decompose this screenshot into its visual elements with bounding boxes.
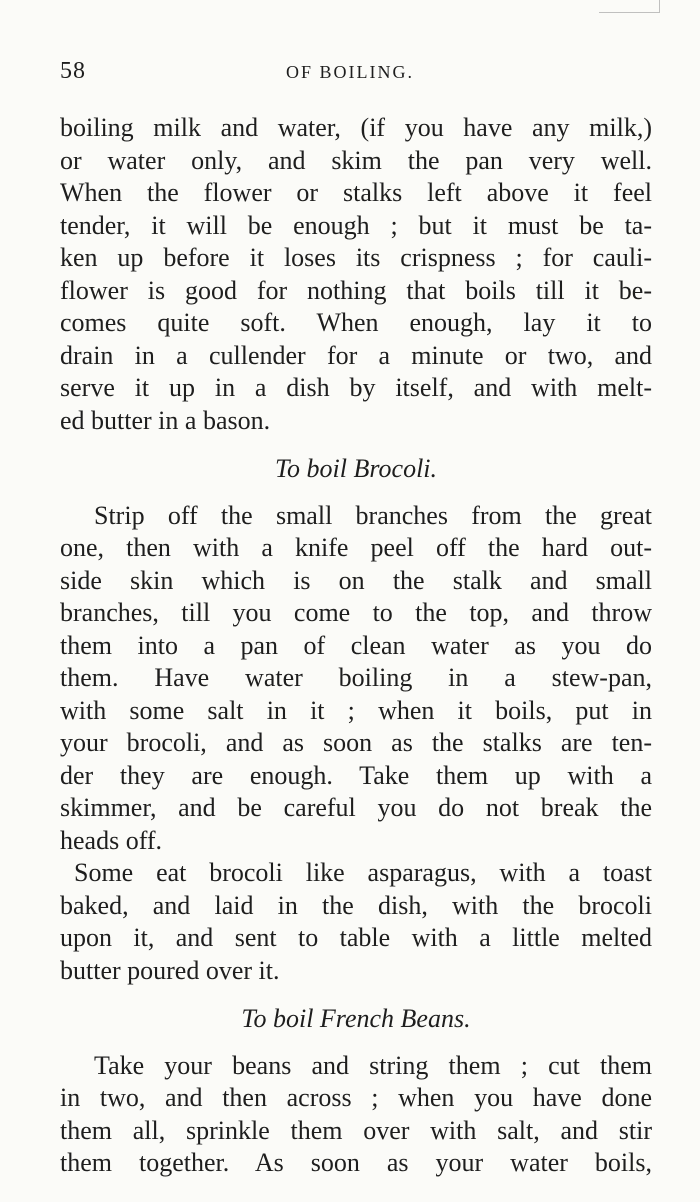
section-title-french-beans: To boil French Beans. <box>241 1004 471 1033</box>
paragraph-french-beans-1 <box>60 1050 652 1180</box>
section-title-brocoli: To boil Brocoli. <box>274 454 438 483</box>
text-line: or water only, and skim the pan very well. <box>60 145 652 175</box>
text-line: serve it up in a dish by itself, and with melt- <box>60 373 652 402</box>
text-line: flower is good for nothing that boils till it be- <box>60 275 652 305</box>
text-line: Strip off the small branches from the great <box>94 500 652 530</box>
text-line: Take your beans and string them ; cut them <box>94 1050 652 1080</box>
text-line: der they are enough. Take them up with a <box>60 760 652 790</box>
text-line: ed butter in a bason. <box>60 405 271 435</box>
running-head: OF BOILING. <box>286 62 414 82</box>
text-line: drain in a cullender for a minute or two, and <box>60 340 652 370</box>
paragraph-cauliflower-end <box>60 112 652 437</box>
text-line: boiling milk and water, (if you have any milk,) <box>60 113 652 142</box>
paragraph-brocoli-2 <box>60 857 652 987</box>
text-line: side skin which is on the stalk and small <box>60 565 652 595</box>
text-line: one, then with a knife peel off the hard out- <box>60 533 652 562</box>
text-line: branches, till you come to the top, and throw <box>60 598 652 627</box>
text-line: them into a pan of clean water as you do <box>60 630 652 660</box>
text-line: When the flower or stalks left above it feel <box>60 178 652 207</box>
text-line: them all, sprinkle them over with salt, and stir <box>60 1115 652 1145</box>
text-line: skimmer, and be careful you do not break the <box>60 793 652 822</box>
page-number: 58 <box>60 58 86 84</box>
text-line: them. Have water boiling in a stew-pan, <box>60 663 652 692</box>
text-line: Some eat brocoli like asparagus, with a toast <box>74 858 652 887</box>
text-line: ken up before it loses its crispness ; for cauli- <box>60 243 652 272</box>
page-body <box>60 112 652 1180</box>
text-line: upon it, and sent to table with a little melted <box>60 923 652 952</box>
text-line: baked, and laid in the dish, with the brocoli <box>60 890 652 920</box>
text-line: butter poured over it. <box>60 955 280 985</box>
paragraph-brocoli-1 <box>60 500 652 858</box>
text-line: heads off. <box>60 825 163 855</box>
text-line: tender, it will be enough ; but it must be ta- <box>60 210 652 240</box>
text-line: them together. As soon as your water boils, <box>60 1148 652 1177</box>
text-line: your brocoli, and as soon as the stalks are ten- <box>60 728 652 757</box>
text-line: with some salt in it ; when it boils, put in <box>60 695 652 725</box>
page-edge-mark <box>599 0 660 13</box>
text-line: in two, and then across ; when you have done <box>60 1083 652 1112</box>
text-line: comes quite soft. When enough, lay it to <box>60 308 652 337</box>
